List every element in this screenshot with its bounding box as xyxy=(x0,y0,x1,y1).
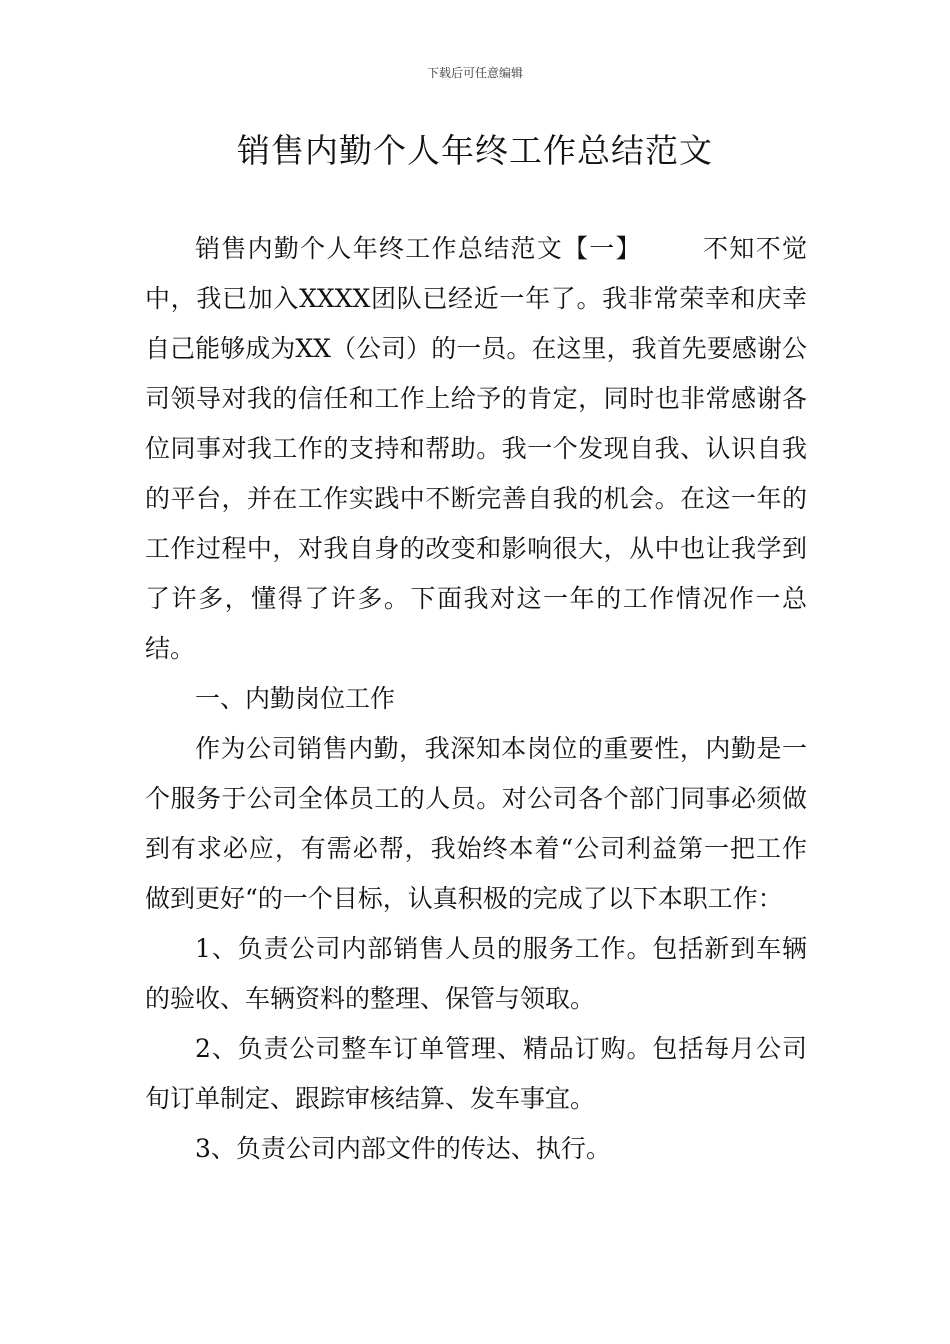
list-item: 1、负责公司内部销售人员的服务工作。包括新到车辆的验收、车辆资料的整理、保管与领取。 xyxy=(145,934,807,1013)
intro-heading: 销售内勤个人年终工作总结范文【一】 xyxy=(195,234,642,263)
intro-text: 不知不觉中，我已加入XXXX团队已经近一年了。我非常荣幸和庆幸自己能够成为XX（公司）的一员。在这里，我首先要感谢公司领导对我的信任和工作上给予的肯定，同时也非常感谢各位同事对我工作的支持和帮助。我一个发现自我、认识自我的平台，并在工作实践中不断完善自我的机会。在这一年的工作过程中，对我自身的改变和影响很大，从中也让我学到了许多，懂得了许多。下面我对这一年的工作情况作一总结。 xyxy=(145,234,807,663)
list-item: 3、负责公司内部文件的传达、执行。 xyxy=(195,1134,611,1163)
page-header-note: 下载后可任意编辑 xyxy=(426,66,523,80)
section-intro-paragraph: 作为公司销售内勤，我深知本岗位的重要性，内勤是一个服务于公司全体员工的人员。对公司各个部门同事必须做到有求必应，有需必帮，我始终本着“公司利益第一把工作做到更好“的一个目标，认真积极的完成了以下本职工作： xyxy=(145,734,807,913)
document-title: 销售内勤个人年终工作总结范文 xyxy=(237,131,713,170)
document-body xyxy=(145,224,807,1174)
section-heading: 一、内勤岗位工作 xyxy=(195,684,396,713)
intro-paragraph xyxy=(145,224,807,674)
list-item: 2、负责公司整车订单管理、精品订购。包括每月公司旬订单制定、跟踪审核结算、发车事宜。 xyxy=(145,1034,807,1113)
